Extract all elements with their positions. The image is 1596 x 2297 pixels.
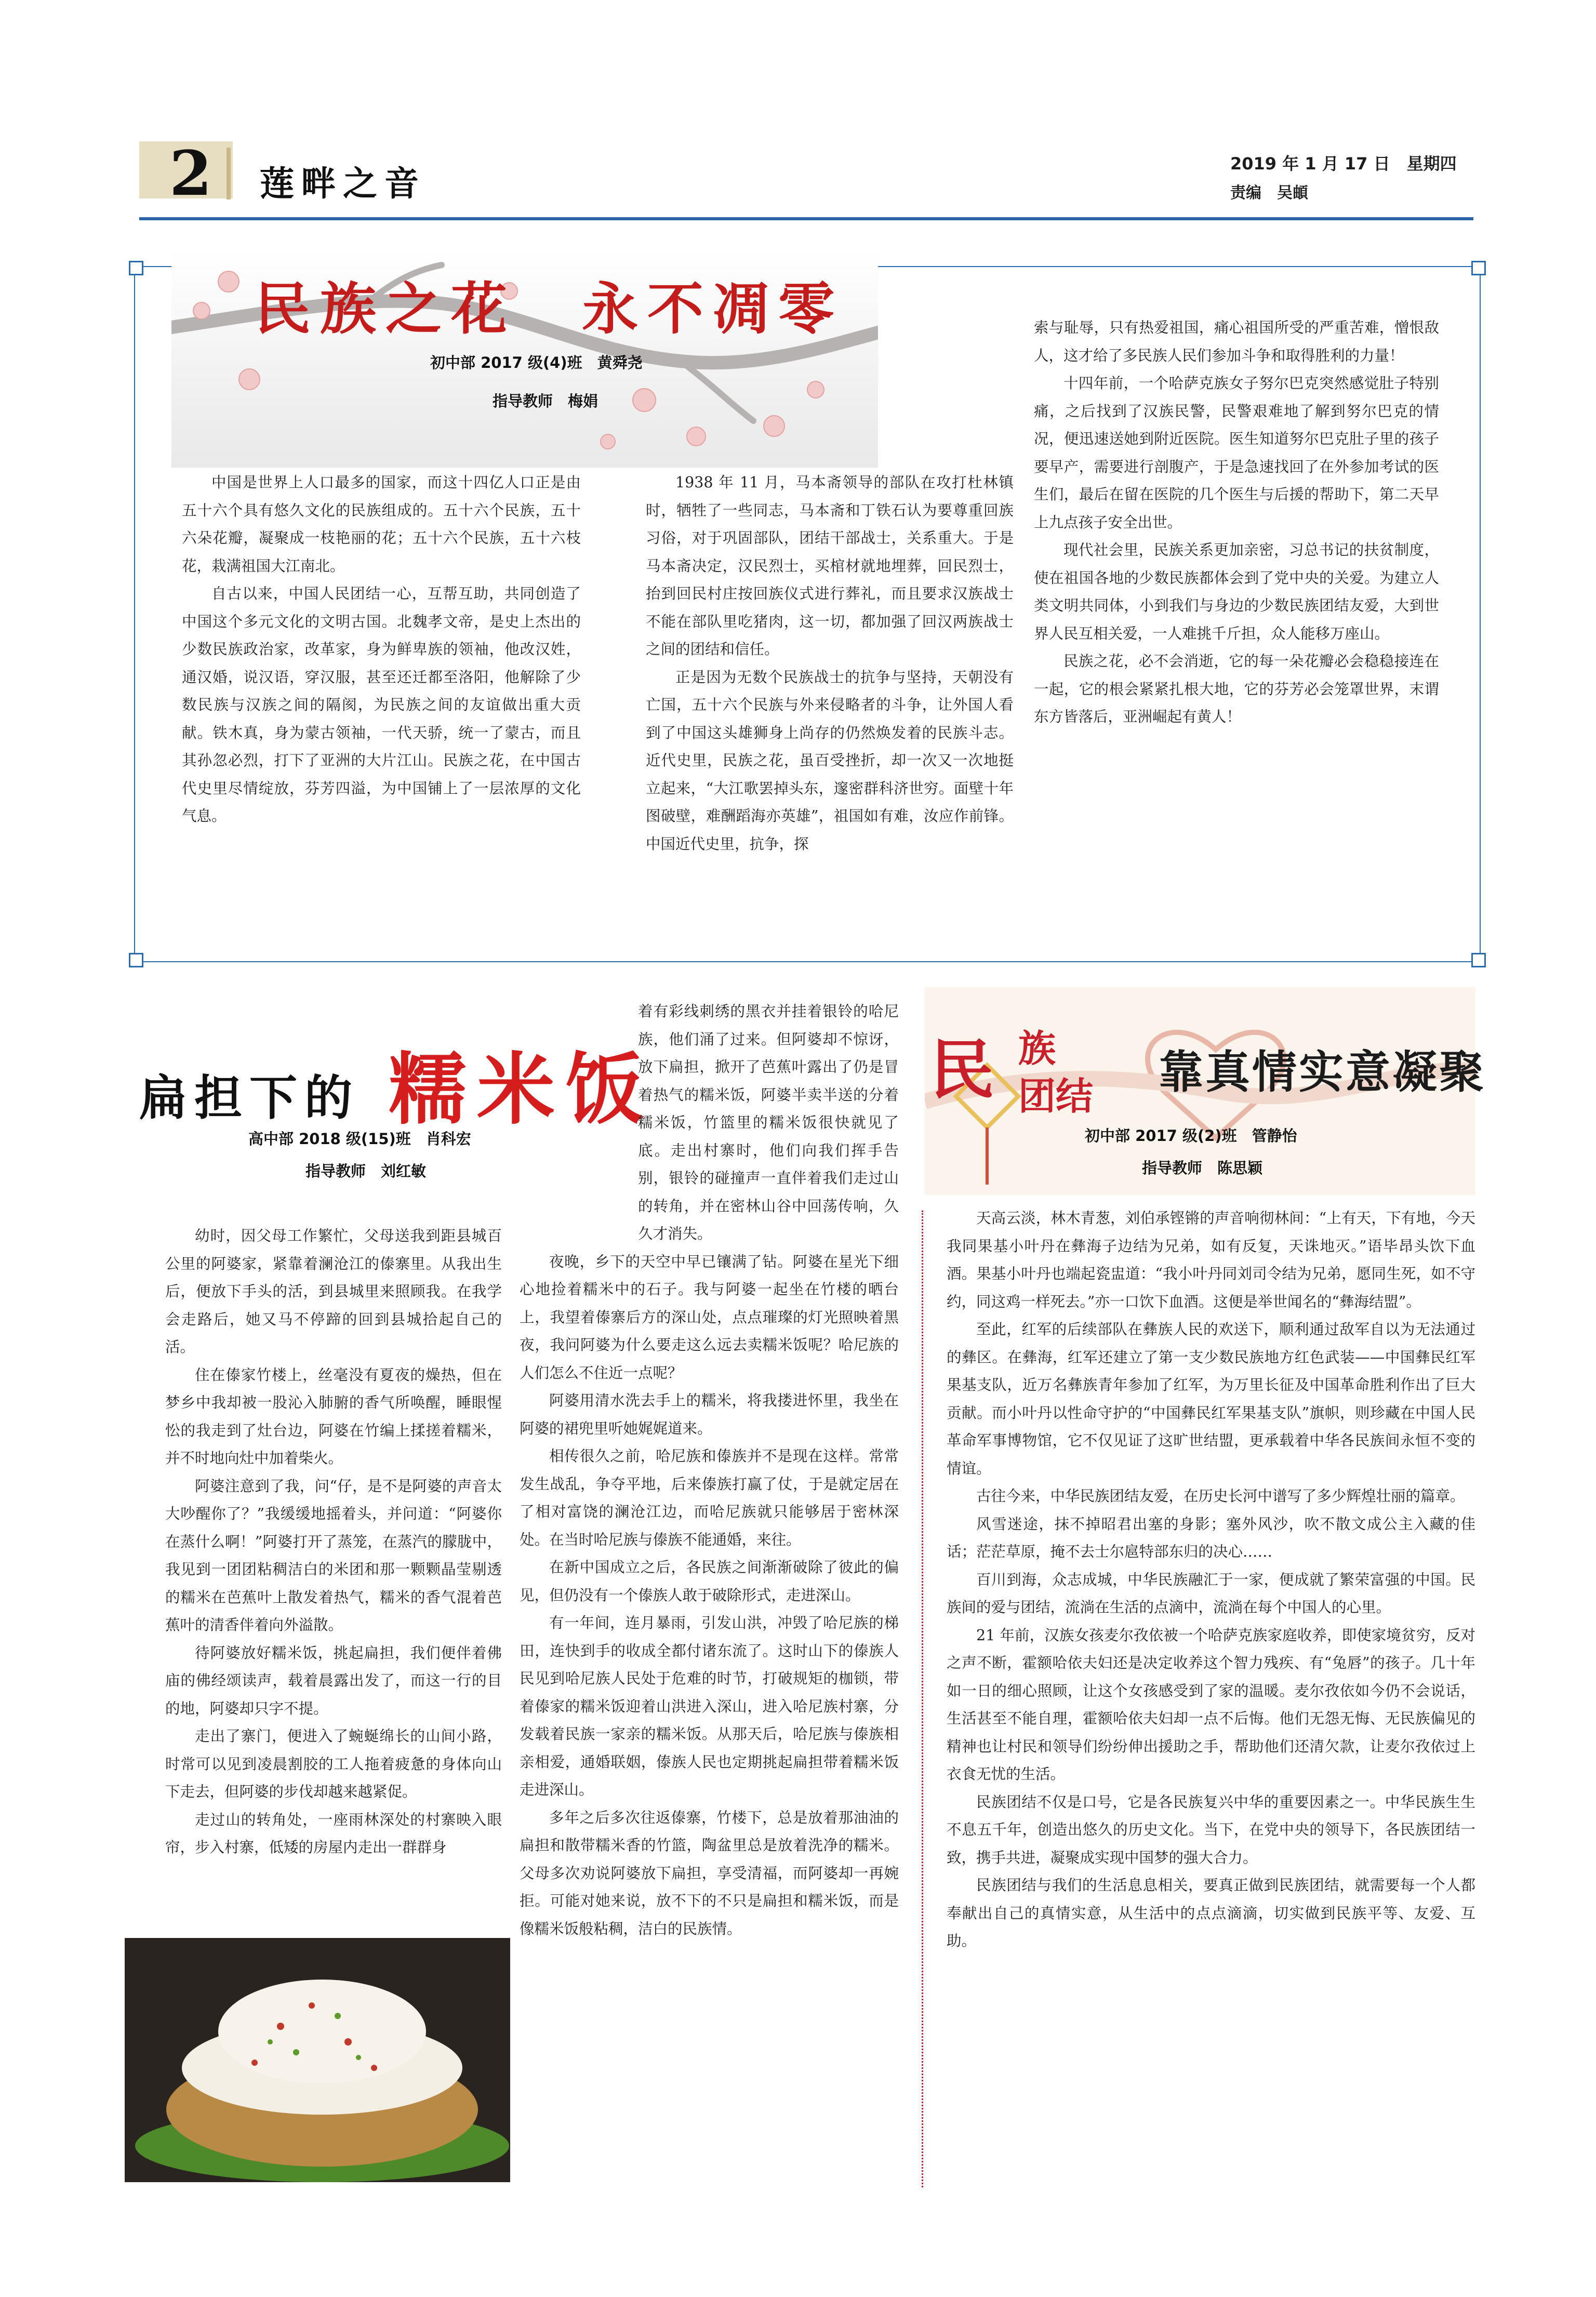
paragraph: 在新中国成立之后，各民族之间渐渐破除了彼此的偏见，但仍没有一个傣族人敢于破除形式，走进深山。 [520, 1559, 899, 1604]
paragraph: 现代社会里，民族关系更加亲密，习总书记的扶贫制度，使在祖国各地的少数民族都体会到了党中央的关爱。为建立人类文明共同体，小到我们与身边的少数民族团结友爱，大到世界人民互相关爱，一人难挑千斤担，众人能移万座山。 [1034, 541, 1439, 642]
frame-corner [1471, 953, 1486, 967]
paragraph: 着有彩线刺绣的黑衣并挂着银铃的哈尼族，他们涌了过来。但阿婆却不惊讶，放下扁担，掀开了芭蕉叶露出了仍是冒着热气的糯米饭，阿婆半卖半送的分着糯米饭，竹篮里的糯米饭很快就见了底。走出村寨时，他们向我们挥手告别，银铃的碰撞声一直伴着我们走过山的转角，并在密林山谷中回荡传响，久久才消失。 [638, 1003, 899, 1242]
page-number-accent [227, 148, 231, 200]
paragraph: 走出了寨门，便进入了蜿蜒绵长的山间小路，时常可以见到凌晨割胶的工人拖着疲惫的身体向山下走去，但阿婆的步伐却越来越紧促。 [165, 1728, 502, 1800]
rice-dish-illustration [125, 1938, 510, 2182]
paragraph: 民族团结与我们的生活息息相关，要真正做到民族团结，就需要每一个人都奉献出自己的真情实意，从生活中的点点滴滴，切实做到民族平等、友爱、互助。 [947, 1877, 1475, 1949]
paragraph: 百川到海，众志成城，中华民族融汇于一家，便成就了繁荣富强的中国。民族间的爱与团结，流淌在生活的点滴中，流淌在每个中国人的心里。 [947, 1571, 1475, 1616]
article3-column [947, 1204, 1475, 1955]
article2-title-part2: 糯米饭 [389, 1044, 654, 1135]
article3-title-big-char: 民 [930, 1032, 995, 1108]
article3-title-small-1: 族 [1018, 1026, 1056, 1070]
article2-column-1 [165, 1222, 502, 1862]
article3-title-small-2: 团结 [1018, 1074, 1094, 1118]
dotted-divider [922, 1211, 923, 2187]
article1-column-1 [182, 469, 581, 830]
article1-byline: 初中部 2017 级(4)班 黄舜尧 [430, 354, 643, 371]
article3-advisor: 指导教师 陈思颖 [1142, 1159, 1263, 1177]
paragraph: 有一年间，连月暴雨，引发山洪，冲毁了哈尼族的梯田，连快到手的收成全都付诸东流了。这时山下的傣族人民见到哈尼族人民处于危难的时节，打破规矩的枷锁，带着傣家的糯米饭迎着山洪进入深山，进入哈尼族村寨，分发载着民族一家亲的糯米饭。从那天后，哈尼族与傣族相亲相爱，通婚联姻，傣族人民也定期挑起扁担带着糯米饭走进深山。 [520, 1614, 899, 1798]
paragraph: 索与耻辱，只有热爱祖国，痛心祖国所受的严重苦难，憎恨敌人，这才给了多民族人民们参加斗争和取得胜利的力量！ [1034, 319, 1439, 364]
article2-advisor: 指导教师 刘红敏 [305, 1162, 427, 1180]
article3-byline: 初中部 2017 级(2)班 管静怡 [1085, 1127, 1297, 1145]
paragraph: 多年之后多次往返傣寨，竹楼下，总是放着那油油的扁担和散带糯米香的竹篮，陶盆里总是放着洗净的糯米。父母多次劝说阿婆放下扁担，享受清福，而阿婆却一再婉拒。可能对她来说，放不下的不只是扁担和糯米饭，而是像糯米饭般粘稠，洁白的民族情。 [520, 1809, 899, 1937]
paragraph: 中国是世界上人口最多的国家，而这十四亿人口正是由五十六个具有悠久文化的民族组成的。五十六个民族，五十六朵花瓣，凝聚成一枝艳丽的花；五十六个民族，五十六枝花，栽满祖国大江南北。 [182, 474, 581, 575]
paragraph: 幼时，因父母工作繁忙，父母送我到距县城百公里的阿婆家，紧靠着澜沧江的傣寨里。从我出生后，便放下手头的活，到县城里来照顾我。在我学会走路后，她又马不停蹄的回到县城拾起自己的活。 [165, 1227, 502, 1356]
paragraph: 夜晚，乡下的天空中早已镶满了钻。阿婆在星光下细心地捡着糯米中的石子。我与阿婆一起坐在竹楼的晒台上，我望着傣寨后方的深山处，点点璀璨的灯光照映着黑夜，我问阿婆为什么要走这么远去卖糯米饭呢？哈尼族的人们怎么不住近一点呢？ [520, 1253, 899, 1382]
article1-advisor: 指导教师 梅娟 [493, 392, 598, 410]
paragraph: 走过山的转角处，一座雨林深处的村寨映入眼帘，步入村寨，低矮的房屋内走出一群群身 [165, 1811, 502, 1856]
paragraph: 天高云淡，林木青葱，刘伯承铿锵的声音响彻林间：“上有天，下有地，今天我同果基小叶丹在彝海子边结为兄弟，如有反复，天诛地灭。”语毕昂头饮下血酒。果基小叶丹也端起瓷盅道：“我小叶丹同刘司令结为兄弟，愿同生死，如不守约，同这鸡一样死去。”亦一口饮下血酒。这便是举世闻名的“彝海结盟”。 [947, 1210, 1475, 1310]
paragraph: 21 年前，汉族女孩麦尔孜依被一个哈萨克族家庭收养，即使家境贫穷，反对之声不断，霍额哈依夫妇还是决定收养这个智力残疾、有“兔唇”的孩子。几十年如一日的细心照顾，让这个女孩感受到了家的温暖。麦尔孜依如今仍不会说话，生活甚至不能自理，霍额哈依夫妇却一点不后悔。他们无怨无悔、无民族偏见的精神也让村民和领导们纷纷伸出援助之手，帮助他们还清欠款，让麦尔孜依过上衣食无忧的生活。 [947, 1626, 1475, 1783]
issue-date: 2019 年 1 月 17 日 星期四 [1230, 154, 1457, 174]
paper-name: 莲畔之音 [260, 163, 426, 204]
paragraph: 住在傣家竹楼上，丝毫没有夏夜的燥热，但在梦乡中我却被一股沁入肺腑的香气所唤醒，睡眼惺忪的我走到了灶台边，阿婆在竹编上揉搓着糯米，并不时地向灶中加着柴火。 [165, 1366, 502, 1467]
page-number: 2 [169, 137, 212, 209]
article1-column-2 [646, 469, 1014, 858]
paragraph: 阿婆注意到了我，问“仔，是不是阿婆的声音太大吵醒你了？”我缓缓地摇着头，并问道：“阿婆你在蒸什么啊！”阿婆打开了蒸笼，在蒸汽的朦胧中，我见到一团团粘稠洁白的米团和那一颗颗晶莹剔透的糯米在芭蕉叶上散发着热气，糯米的香气混着芭蕉叶的清香伴着向外溢散。 [165, 1477, 502, 1634]
article1-title: 民族之花 永不凋零 [255, 276, 844, 342]
article2-column-2 [520, 998, 899, 1943]
article2-title-part1: 扁担下的 [139, 1070, 360, 1126]
frame-corner [129, 953, 143, 967]
frame-corner [129, 261, 143, 275]
paragraph: 自古以来，中国人民团结一心，互帮互助，共同创造了中国这个多元文化的文明古国。北魏孝文帝，是史上杰出的少数民族政治家，改革家，身为鲜卑族的领袖，他改汉姓，通汉婚，说汉语，穿汉服，甚至还迁都至洛阳，他解除了少数民族与汉族之间的隔阂，为民族之间的友谊做出重大贡献。铁木真，身为蒙古领袖，一代天骄，统一了蒙古，而且其孙忽必烈，打下了亚洲的大片江山。民族之花，在中国古代史里尽情绽放，芬芳四溢，为中国铺上了一层浓厚的文化气息。 [182, 585, 581, 825]
frame-corner [1471, 261, 1486, 275]
article2-byline: 高中部 2018 级(15)班 肖科宏 [248, 1130, 471, 1148]
paragraph: 正是因为无数个民族战士的抗争与坚持，天朝没有亡国，五十六个民族与外来侵略者的斗争，让外国人看到了中国这头雄狮身上尚存的仍然焕发着的民族斗志。近代史里，民族之花，虽百受挫折，却一次又一次地挺立起来，“大江歌罢掉头东，邃密群科济世穷。面壁十年图破壁，难酬蹈海亦英雄”，祖国如有难，汝应作前锋。中国近代史里，抗争，探 [646, 668, 1014, 853]
article3-title-rest: 靠真情实意凝聚 [1159, 1046, 1486, 1098]
paragraph: 至此，红军的后续部队在彝族人民的欢送下，顺利通过敌军自以为无法通过的彝区。在彝海，红军还建立了第一支少数民族地方红色武装——中国彝民红军果基支队，近万名彝族青年参加了红军，为万里长征及中国革命胜利作出了巨大贡献。而小叶丹以性命守护的“中国彝民红军果基支队”旗帜，则珍藏在中国人民革命军事博物馆，它不仅见证了这旷世结盟，更承载着中华各民族间永恒不变的情谊。 [947, 1321, 1475, 1477]
paragraph: 十四年前，一个哈萨克族女子努尔巴克突然感觉肚子特别痛，之后找到了汉族民警，民警艰难地了解到努尔巴克的情况，便迅速送她到附近医院。医生知道努尔巴克肚子里的孩子要早产，需要进行剖腹产，于是急速找回了在外参加考试的医生们，最后在留在医院的几个医生与后援的帮助下，第二天早上九点孩子安全出世。 [1034, 375, 1439, 531]
page-number-box [139, 137, 233, 209]
paragraph: 待阿婆放好糯米饭，挑起扁担，我们便伴着佛庙的佛经颂读声，载着晨露出发了，而这一行的目的地，阿婆却只字不提。 [165, 1644, 502, 1717]
paragraph: 1938 年 11 月，马本斋领导的部队在攻打杜林镇时，牺牲了一些同志，马本斋和丁铁石认为要尊重回族习俗，对于巩固部队，团结干部战士，关系重大。于是马本斋决定，汉民烈士，买棺材就地埋葬，回民烈士，抬到回民村庄按回族仪式进行葬礼，而且要求汉族战士不能在部队里吃猪肉，这一切，都加强了回汉两族战士之间的团结和信任。 [646, 474, 1014, 658]
paragraph: 风雪迷途，抹不掉昭君出塞的身影；塞外风沙，吹不散文成公主入藏的佳话；茫茫草原，掩不去士尔扈特部东归的决心…… [947, 1515, 1475, 1560]
paragraph: 民族团结不仅是口号，它是各民族复兴中华的重要因素之一。中华民族生生不息五千年，创造出悠久的历史文化。当下，在党中央的领导下，各民族团结一致，携手共进，凝聚成实现中国梦的强大合力。 [947, 1793, 1475, 1866]
header-rule [139, 217, 1473, 220]
editor-credit: 责编 吴頔 [1230, 184, 1308, 202]
paragraph: 民族之花，必不会消逝，它的每一朵花瓣必会稳稳接连在一起，它的根会紧紧扎根大地，它的芬芳必会笼罩世界，末谓东方皆落后，亚洲崛起有黄人！ [1034, 653, 1439, 725]
article1-column-3 [1034, 314, 1439, 731]
paragraph: 阿婆用清水洗去手上的糯米，将我搂进怀里，我坐在阿婆的裙兜里听她娓娓道来。 [520, 1392, 899, 1437]
paragraph: 相传很久之前，哈尼族和傣族并不是现在这样。常常发生战乱，争夺平地，后来傣族打赢了仗，于是就定居在了相对富饶的澜沧江边，而哈尼族就只能够居于密林深处。在当时哈尼族与傣族不能通婚，来往。 [520, 1448, 899, 1548]
rice-photo [125, 1938, 510, 2182]
paragraph: 古往今来，中华民族团结友爱，在历史长河中谱写了多少辉煌壮丽的篇章。 [976, 1488, 1465, 1505]
